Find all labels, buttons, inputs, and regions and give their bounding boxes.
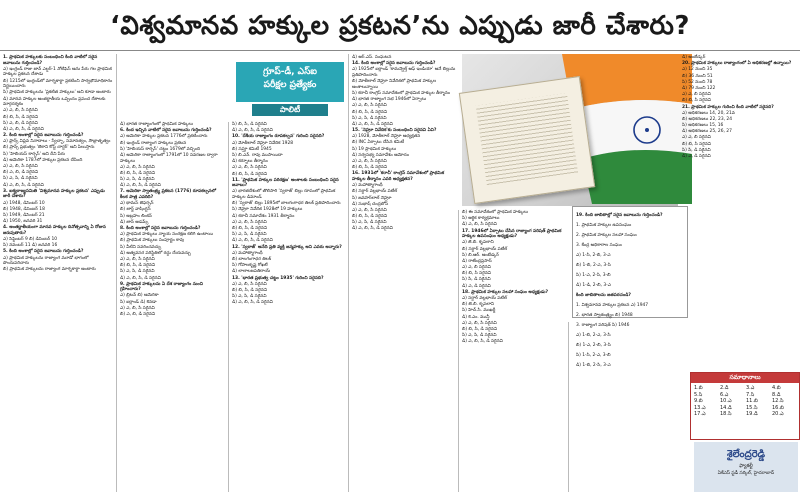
answer-item: 20.ఎ bbox=[772, 411, 784, 418]
option-text: బి) సర్దార్ వల్లభాయ్ పటేల్ bbox=[462, 246, 508, 252]
author-role: ఫ్యాకల్టీ bbox=[739, 463, 753, 469]
option-text: డి) ఎ, బి, సి, డి సరైనవి bbox=[232, 238, 273, 244]
option-text: ఎ) 1948, డిసెంబర్ 10 bbox=[3, 200, 45, 206]
option-text: ఎ) సర్దార్ వల్లభాయ్ పటేల్ bbox=[462, 296, 508, 302]
option-text: డి) రాజేంద్రప్రసాద్ bbox=[462, 258, 492, 264]
author-org: ఏకేఎస్ స్టడీ సర్కిల్, హైదరాబాద్ bbox=[717, 471, 775, 476]
question-text: 3. ఐక్యరాజ్యసమితి 'విశ్వమానవ హక్కుల ప్రకటన' ఎప్పుడు జారీ చేశారు? bbox=[3, 188, 105, 200]
option-text: సి) కరాచీ కాంగ్రెస్ సమావేశంలో ప్రాథమిక హక్కుల తీర్మానం bbox=[352, 90, 450, 96]
answers-grid bbox=[694, 385, 798, 418]
option-text: బి) బి, సి సరైనవి bbox=[682, 141, 712, 147]
subject-label: పాలిటీ bbox=[252, 104, 328, 116]
option-text: ఎ) అమెరికా హక్కుల ప్రకటన 1776లో ప్రకటించారు bbox=[120, 134, 208, 140]
option-text: డి) ఎ, బి, సి, డి సరైనవి bbox=[3, 182, 44, 188]
option-text: డి) ఎ, బి, సి, డి సరైనవి bbox=[352, 121, 393, 127]
option-text: సి) బి, సి, డి సరైనవి bbox=[232, 122, 267, 127]
column-1 bbox=[3, 55, 113, 492]
option-text: సి) ఎ, సి, డి సరైనవి bbox=[462, 333, 497, 339]
option-text: సి) ఎ, సి, డి సరైనవి bbox=[3, 176, 38, 182]
badge-line2: పరీక్షల ప్రత్యేకం bbox=[263, 80, 317, 90]
option-text: ఎ) ఎ, బి, సి సరైనవి bbox=[352, 159, 387, 164]
option-text: ఎ) ఎ, బి, సి సరైనవి bbox=[120, 305, 155, 311]
answers-title: సమాధానాలు bbox=[691, 373, 799, 383]
option-text: డి) అత్యవసర పరిస్థితిలో రద్దు చేయవచ్చు bbox=[120, 250, 191, 256]
option-text: బి) ఇంగ్లండ్ రాజ్యాంగ హక్కులు ప్రకటన bbox=[120, 140, 187, 146]
option-text: ఎ) ఎ, బి, సి సరైనవి bbox=[3, 164, 38, 169]
option-text: డి) సర్వసభ్య సమావేశం ఆమోదం bbox=[352, 152, 409, 158]
column-6 bbox=[682, 55, 798, 205]
question-text: 13. 'భారత ప్రభుత్వ చట్టం 1935' గురించి సరైనది? bbox=[232, 275, 324, 281]
option-text: సి) బి.ఎన్. రావు ముసాయిదా bbox=[232, 152, 283, 158]
option-text: సి) ఎ, సి, డి సరైనవి bbox=[352, 115, 387, 121]
option-text: సి) 1949, డిసెంబర్ 21 bbox=[3, 212, 45, 218]
option-text: డి) కె.ఎం. మున్షీ bbox=[462, 314, 490, 320]
answer-item: 14.డి bbox=[720, 404, 732, 411]
option-text: బి) 1-బి, 2-ఎ, 3-సి bbox=[576, 263, 611, 269]
option-text: బి) బి, సి సరైనవి bbox=[682, 98, 712, 104]
option-text: బి) బి, సి, డి సరైనవి bbox=[352, 109, 388, 115]
option-text: బి) ప్రాన్స్ ప్రభుత్వం 'బెకాని కోస్ట్ చార్టర్' అని పిలుస్తారు bbox=[3, 145, 95, 151]
column-2 bbox=[120, 122, 225, 492]
option-text: బి) సప్రూ కమిటీ 1945 bbox=[232, 146, 272, 152]
question-text: 15. 'నెహ్రూ నివేదిక'కు సంబంధించి సరైనవి ఏవి? bbox=[352, 128, 437, 134]
option-text: సి) హెచ్.సి. ముఖర్జీ bbox=[462, 308, 496, 314]
option-text: డి) మానవ హక్కుల అంతర్జాతీయ ఒప్పందం ప్రపంచ దేశాలకు మార్గదర్శకం bbox=[3, 96, 106, 108]
option-text: బి) బి, సి, డి సరైనవి bbox=[120, 170, 156, 176]
option-text: సి) ఎ, సి, డి సరైనవి bbox=[232, 232, 267, 238]
option-text: ఎ) ఎ, బి, సి సరైనవి bbox=[232, 165, 267, 171]
column-5 bbox=[462, 210, 566, 492]
option-text: ఎ) 1-బి, 2-ఎ, 3-సి bbox=[576, 333, 611, 339]
option-text: డి) ఎ, డి సరైనవి bbox=[462, 283, 491, 289]
option-text: బి) ఎ, బి, డి సరైనవి bbox=[120, 312, 156, 318]
question-text: 4. అంతర్జాతీయంగా మానవ హక్కుల దినోత్సవాన్ని ఏ రోజున జరుపుతారు? bbox=[3, 225, 106, 236]
option-text: సి) జవహర్‌లాల్ నెహ్రూ bbox=[352, 195, 392, 201]
answer-item: 18.సి bbox=[720, 411, 732, 418]
option-text: సి) ఎ, సి, డి సరైనవి bbox=[120, 177, 155, 183]
option-text: ఎ) బ్రిటన్ బి) అమెరికా bbox=[120, 293, 159, 299]
option-text: బి) 1-ఎ, 2-బి, 3-సి bbox=[576, 343, 611, 349]
option-text: సి) 1-ఎ, 2-సి, 3-బి bbox=[576, 273, 611, 279]
option-text: సి) ఎ, సి, డి సరైనవి bbox=[352, 220, 387, 226]
question-text: 7. అమెరికా స్వాతంత్ర్య ప్రకటన (1776) రూపకల్పనలో కీలక పాత్ర ఎవరిది? bbox=[120, 189, 217, 201]
question-text: కింది జాబితాలను జతపరచండి? bbox=[576, 293, 631, 299]
headline: ‘విశ్వమానవ హక్కుల ప్రకటన’ను ఎప్పుడు జారీ చేశారు? bbox=[110, 11, 690, 41]
answer-item: 13.ఎ bbox=[694, 404, 706, 411]
option-text: సి) గోపాలకృష్ణ గోఖలే bbox=[232, 263, 268, 269]
option-text: డి) భారత రాజ్యాంగ సభ 1946లో ఏర్పాటు bbox=[352, 97, 427, 103]
option-text: ఎ) ఎ, బి, సి సరైనవి bbox=[232, 281, 267, 287]
option-text: ఎ) ఎ, బి, సి సరైనవి bbox=[120, 164, 155, 170]
answer-item: 7.సి bbox=[746, 391, 755, 398]
option-text: బి) 1948, డిసెంబర్ 18 bbox=[3, 206, 45, 212]
option-text: సి) అబ్రహం లింకన్ bbox=[120, 213, 152, 219]
option-text: బి) ఈ సమావేశంలో ప్రాథమిక హక్కులు bbox=[462, 210, 529, 215]
option-text: సి) ఎ, సి, డి సరైనవి bbox=[232, 294, 267, 300]
answer-item: 2.డి bbox=[720, 385, 729, 391]
option-text: సి) ఐర్లాండ్ డి) కెనడా bbox=[120, 299, 157, 305]
author-box bbox=[694, 442, 798, 492]
option-text: డి) భారత రాజ్యాంగంలో ప్రాథమిక హక్కులు bbox=[120, 122, 193, 127]
option-text: ఎ) 1928, మోతీలాల్ నెహ్రూ అధ్యక్షతన bbox=[352, 134, 421, 140]
answers-box bbox=[690, 372, 800, 440]
answer-item: 16.బి bbox=[772, 404, 784, 411]
option-text: ఎ) మహాత్మాగాంధీ bbox=[352, 183, 383, 189]
option-text: 1. ప్రాథమిక హక్కుల ఉపసంఘం bbox=[576, 223, 632, 229]
option-text: డి) సుభాష్ చంద్రబోస్ bbox=[352, 201, 389, 207]
option-text: సి) 1-సి, 2-ఎ, 3-బి bbox=[576, 353, 611, 359]
answer-item: 5.సి bbox=[694, 391, 703, 398]
column-7 bbox=[572, 322, 686, 492]
option-text: బి) బి, సి, డి సరైనవి bbox=[232, 287, 268, 293]
option-text: 1. విశ్వమానవ హక్కుల ప్రకటన ఎ) 1947 bbox=[576, 303, 649, 309]
option-text: సి) 'హెబియస్ కార్పస్' చట్టం 1679లో వచ్చింది bbox=[120, 146, 201, 152]
option-text: సి) వీటిని సవరించవచ్చు bbox=[120, 244, 162, 250]
option-text: డి) ఎ, డి సరైనవి bbox=[682, 154, 711, 159]
option-text: సి) నెహ్రూ నివేదిక 1928లో 19 హక్కులు bbox=[232, 207, 303, 213]
option-text: డి) ఎ, బి, సి, డి సరైనవి bbox=[462, 339, 503, 345]
answer-item: 12.సి bbox=[772, 398, 784, 405]
option-text: బి) సర్దార్ వల్లభాయ్ పటేల్ bbox=[352, 189, 398, 195]
option-text: సి) ఎ, సి, డి సరైనవి bbox=[120, 269, 155, 275]
answer-item: 6.ఎ bbox=[720, 391, 729, 398]
option-text: ఎ) ఎ, బి, సి సరైనవి bbox=[462, 320, 497, 326]
option-text: బి) 36 నుంచి 51 bbox=[682, 73, 713, 79]
option-text: బి) మోతీలాల్ నెహ్రూ నివేదికలో ప్రాథమిక హక్కుల అంశాలున్నాయి bbox=[352, 79, 437, 90]
constitution-flag-photo bbox=[462, 54, 678, 206]
option-text: ఎ) ఫ్రాన్స్ విప్లవ నినాదాలు - స్వేచ్ఛా, సమానత్వం, సౌభ్రాతృత్వం bbox=[3, 139, 111, 145]
question-text: 2. కింది అంశాల్లో సరైన జవాబును గుర్తించండి? bbox=[3, 133, 84, 139]
answer-item: 8.డి bbox=[772, 391, 781, 398]
option-text: ఎ) ఎ, బి, సి సరైనవి bbox=[352, 103, 387, 109]
option-text: డి) ఎ, బి, సి, డి సరైనవి bbox=[3, 126, 44, 132]
option-text: డి) ఎ, బి, సి, డి సరైనవి bbox=[232, 128, 273, 134]
author-name: శైలేంద్రరెడ్డి bbox=[726, 449, 766, 460]
option-text: ఎ) ఎ, బి సరైనవి bbox=[682, 92, 711, 98]
option-text: సి) ఎ, బి, డి సరైనవి bbox=[3, 120, 38, 126]
option-text: ఎ) ఇంగ్లండ్ రాజు జాన్ ఎల్డర్-1 నోటిఫెస్ అను పేరు గల ప్రాథమిక హక్కుల ప్రకటన చేశాడు bbox=[3, 66, 112, 78]
column-4 bbox=[352, 55, 456, 492]
question-text: 12. 'స్వరాజ్' అనేది ప్రతి వ్యక్తి జన్మహక్కు అని ఎవరు అన్నారు? bbox=[232, 244, 342, 250]
option-text: సి) అధికరణలు 15, 16 bbox=[682, 123, 724, 129]
option-text: ఎ) జె.బి. కృపలాని bbox=[462, 240, 494, 246]
option-text: ఎ) ఎ, బి, సి సరైనవి bbox=[232, 219, 267, 225]
question-text: 1. ప్రాథమిక హక్కులకు సంబంధించి కింది వాటిలో సరైన జవాబును గుర్తించండి? bbox=[3, 55, 98, 66]
option-text: బి) బి, సి, డి సరైనవి bbox=[120, 263, 156, 269]
option-text: డి) జాన్ ఆడమ్స్ bbox=[120, 219, 149, 225]
section-badge bbox=[236, 62, 344, 102]
option-text: ఎ) ఎ, బి, సి సరైనవి bbox=[120, 256, 155, 262]
option-text: సి) 52 నుంచి 78 bbox=[682, 79, 713, 85]
question-text: 5. కింది అంశాల్లో సరైన జవాబును గుర్తించండి? bbox=[3, 249, 84, 255]
option-text: సి) నవంబర్ 11 డి) జనవరి 16 bbox=[3, 243, 58, 249]
option-text: ఎ) అధికరణలు 14, 20, 21వ bbox=[682, 110, 735, 116]
option-text: బి) బి, సి, డి సరైనవి bbox=[462, 326, 498, 332]
option-text: బి) INC ఏర్పాటు చేసిన కమిటీ bbox=[352, 140, 405, 146]
question-text: 14. కింది అంశాల్లో సరైన జవాబును గుర్తించండి? bbox=[352, 61, 436, 67]
column-3 bbox=[232, 122, 345, 492]
option-text: డి) ఎ, బి, సి, డి సరైనవి bbox=[232, 300, 273, 306]
option-text: బి) అధికరణలు 22, 23, 24 bbox=[682, 116, 732, 122]
option-text: ఎ) థామస్ జెఫర్సన్ bbox=[120, 201, 154, 207]
badge-line1: గ్రూప్-డీ, ఎస్‌ఐ bbox=[263, 67, 317, 77]
option-text: ఎ) ఎ, బి, సి సరైనవి bbox=[352, 207, 387, 213]
option-text: ఎ) సెప్టెంబర్ 9 బి) డిసెంబర్ 10 bbox=[3, 237, 58, 243]
question-text: 20. ప్రాథమిక హక్కులు రాజ్యాంగంలో ఏ అధికరణల్లో ఉన్నాయి? bbox=[682, 61, 792, 67]
option-text: ఎ) ప్రాథమిక హక్కులను రాజ్యాంగ మూడో భాగంలో పొందుపరిచారు bbox=[3, 255, 89, 267]
answer-item: 10.ఎ bbox=[720, 398, 732, 405]
option-text: ఎ) భారతదేశంలో తొలిసారి 'స్వరాజ్' బిల్లు రూపంలో ప్రాథమిక హక్కుల డిమాండ్ bbox=[232, 189, 336, 201]
option-text: సి) ఆర్థిక కార్యక్రమాలు bbox=[462, 216, 500, 222]
option-text: బి) జార్జ్ వాషింగ్టన్ bbox=[120, 207, 151, 213]
question-text: 6. కింద ఇచ్చిన వాటిలో సరైన జవాబును గుర్తించండి? bbox=[120, 128, 212, 134]
question-text: 17. 1946లో ఏర్పాటు చేసిన రాజ్యాంగ పరిషత్ ప్రాథమిక హక్కుల ఉపసంఘం అధ్యక్షుడు? bbox=[462, 228, 562, 240]
option-text: బి) ఎ, బి, డి సరైనవి bbox=[3, 170, 39, 176]
question-text: 8. కింది అంశాల్లో సరైన జవాబును గుర్తించండి? bbox=[120, 226, 201, 231]
option-text: సి) సి, డి సరైనవి bbox=[462, 277, 491, 283]
option-text: బి) 'స్వరాజ్' బిల్లు 1895లో బాలగంగాధర తిలక్ ప్రతిపాదించారు bbox=[232, 201, 341, 207]
match-the-following-box bbox=[572, 206, 688, 369]
option-text: డి) కరాచీ సమావేశం 1931 తీర్మానం bbox=[232, 213, 295, 219]
option-text: బి) ప్రాథమిక హక్కులు సంపూర్ణం కావు bbox=[120, 238, 185, 244]
option-text: డి) అంబేడ్కర్ bbox=[682, 55, 706, 60]
option-text: బి) జె.బి. కృపలాని bbox=[462, 302, 494, 308]
column-2-top bbox=[120, 55, 230, 119]
headline-rule bbox=[0, 50, 800, 51]
option-text: 3. రాజ్యాంగ పరిషత్ సి) 1946 bbox=[576, 323, 630, 329]
answer-item: 11.బి bbox=[746, 398, 758, 405]
option-text: డి) అధికరణలు 25, 26, 27 bbox=[682, 129, 732, 135]
answer-item: 9.బి bbox=[694, 398, 703, 405]
option-text: ఎ) ఎ, బి సరైనవి bbox=[682, 135, 711, 141]
option-text: డి) 1-డి, 2-బి, 3-ఎ bbox=[576, 283, 611, 289]
option-text: 2. భారత స్వాతంత్ర్యం బి) 1948 bbox=[576, 313, 633, 319]
answer-item: 1.బి bbox=[694, 385, 703, 391]
option-text: బి) బి, సి, డి సరైనవి bbox=[352, 165, 388, 171]
question-text: 21. ప్రాథమిక హక్కుల గురించి కింది వాటిలో సరైనది? bbox=[682, 104, 774, 110]
option-text: ఎ) మోతీలాల్ నెహ్రూ నివేదిక 1928 bbox=[232, 140, 294, 146]
option-text: ఎ) 1-సి, 2-బి, 3-ఎ bbox=[576, 253, 611, 259]
option-text: డి) కర్నూలు తీర్మానం bbox=[232, 159, 268, 165]
option-text: 2. ప్రాథమిక హక్కుల సలహా సంఘం bbox=[576, 233, 637, 239]
option-text: బి) బాలగంగాధర తిలక్ bbox=[232, 256, 272, 262]
option-text: ఎ) మహాత్మాగాంధీ bbox=[232, 250, 263, 256]
question-text: 16. 1931లో 'కరాచీ' కాంగ్రెస్ సమావేశంలో ప్రాథమిక హక్కుల తీర్మానం ఎవరి అధ్యక్షతన? bbox=[352, 171, 445, 182]
question-text: 11. 'ప్రాథమిక హక్కుల పరిరక్షణ' అంశాలకు సంబంధించి సరైన జవాబు? bbox=[232, 177, 339, 189]
option-text: సి) ప్రాథమిక హక్కులను 'ప్రకటిత హక్కులు' అని కూడా అంటారు bbox=[3, 90, 111, 96]
question-text: 10. 'దేశీయ రాజ్యాంగం రూపకల్పన' గురించి సరైనది? bbox=[232, 134, 325, 140]
option-text: ఎ) ప్రాథమిక హక్కులు న్యాయ సంరక్షణ కలిగి ఉంటాయి bbox=[120, 232, 214, 238]
question-text: 19. కింది జాబితాల్లో సరైన జవాబును గుర్తించండి? bbox=[576, 213, 663, 219]
option-text: డి) ఎ, బి, సి సరైనవి bbox=[462, 222, 497, 228]
option-text: ఎ) ఎ, బి, సి సరైనవి bbox=[3, 108, 38, 114]
answer-item: 19.డి bbox=[746, 411, 758, 418]
option-text: సి) సి, డి సరైనవి bbox=[682, 147, 711, 153]
option-text: సి) 19 ప్రాథమిక హక్కులు bbox=[352, 146, 397, 152]
option-text: సి) 'హెబియస్ కార్పస్' అని దీని పేరు bbox=[3, 151, 66, 157]
option-text: డి) ఎ, బి, సి, డి సరైనవి bbox=[120, 275, 161, 281]
option-text: డి) 1-బి, 2-సి, 3-ఎ bbox=[576, 363, 611, 369]
option-text: బి) ప్రాథమిక హక్కులను రాజ్యాంగ మాగ్నకార్టా అంటారు bbox=[3, 267, 96, 273]
option-text: డి) లాలాలజపతిరాయ్ bbox=[232, 269, 271, 275]
answer-item: 3.ఎ bbox=[746, 385, 755, 391]
answer-item: 4.బి bbox=[772, 385, 781, 391]
option-text: బి) బి, సి, డి సరైనవి bbox=[232, 226, 268, 231]
option-text: డి) అమెరికా రాజ్యాంగంలో 1791లో 10 సవరణల ద్వారా హక్కులు bbox=[120, 152, 218, 164]
option-text: బి) బి, సి, డి సరైనవి bbox=[3, 114, 39, 120]
constitution-book bbox=[459, 76, 595, 204]
option-text: డి) 1950, జనవరి 31 bbox=[3, 219, 43, 225]
option-text: డి) ఆర్.ఎస్. సంఘటన bbox=[352, 55, 392, 60]
option-text: 3. కేంద్ర అధికారాల సంఘం bbox=[576, 243, 622, 249]
option-text: బి) 1215లో ఇంగ్లండ్‌లో మాగ్నకార్టా ప్రకటించి సార్వభౌమాధికారం నిర్ణయించారు bbox=[3, 78, 113, 90]
option-text: బి) బి, సి, డి సరైనవి bbox=[352, 214, 388, 220]
option-text: ఎ) 12 నుంచి 35 bbox=[682, 67, 713, 73]
question-text: 18. ప్రాథమిక హక్కుల సలహా సంఘం అధ్యక్షుడు? bbox=[462, 289, 549, 295]
question-text: 9. ప్రాథమిక హక్కులను ఏ దేశ రాజ్యాంగం నుంచి గ్రహించారు? bbox=[120, 281, 203, 293]
option-text: డి) ఎ, బి, సి, డి సరైనవి bbox=[120, 183, 161, 189]
answer-item: 15.సి bbox=[746, 404, 758, 411]
option-text: డి) అమెరికా 1787లో హక్కుల ప్రకటన చేసింది bbox=[3, 157, 83, 163]
option-text: బి) బి, సి, డి సరైనవి bbox=[232, 171, 268, 177]
option-text: ఎ) 1925లో ఐర్లాండ్ 'కామన్వెల్త్ ఆఫ్ ఇండియా' అనే బిల్లును ప్రతిపాదించారు bbox=[352, 67, 456, 78]
option-text: డి) ఎ, బి, సి, డి సరైనవి bbox=[352, 226, 393, 232]
option-text: సి) బి.ఆర్. అంబేడ్కర్ bbox=[462, 252, 499, 258]
option-text: బి) బి, సి సరైనవి bbox=[462, 271, 492, 277]
answer-item: 17.ఎ bbox=[694, 411, 706, 418]
option-text: ఎ) ఎ, బి సరైనవి bbox=[462, 265, 491, 271]
option-text: డి) 79 నుంచి 122 bbox=[682, 85, 716, 91]
